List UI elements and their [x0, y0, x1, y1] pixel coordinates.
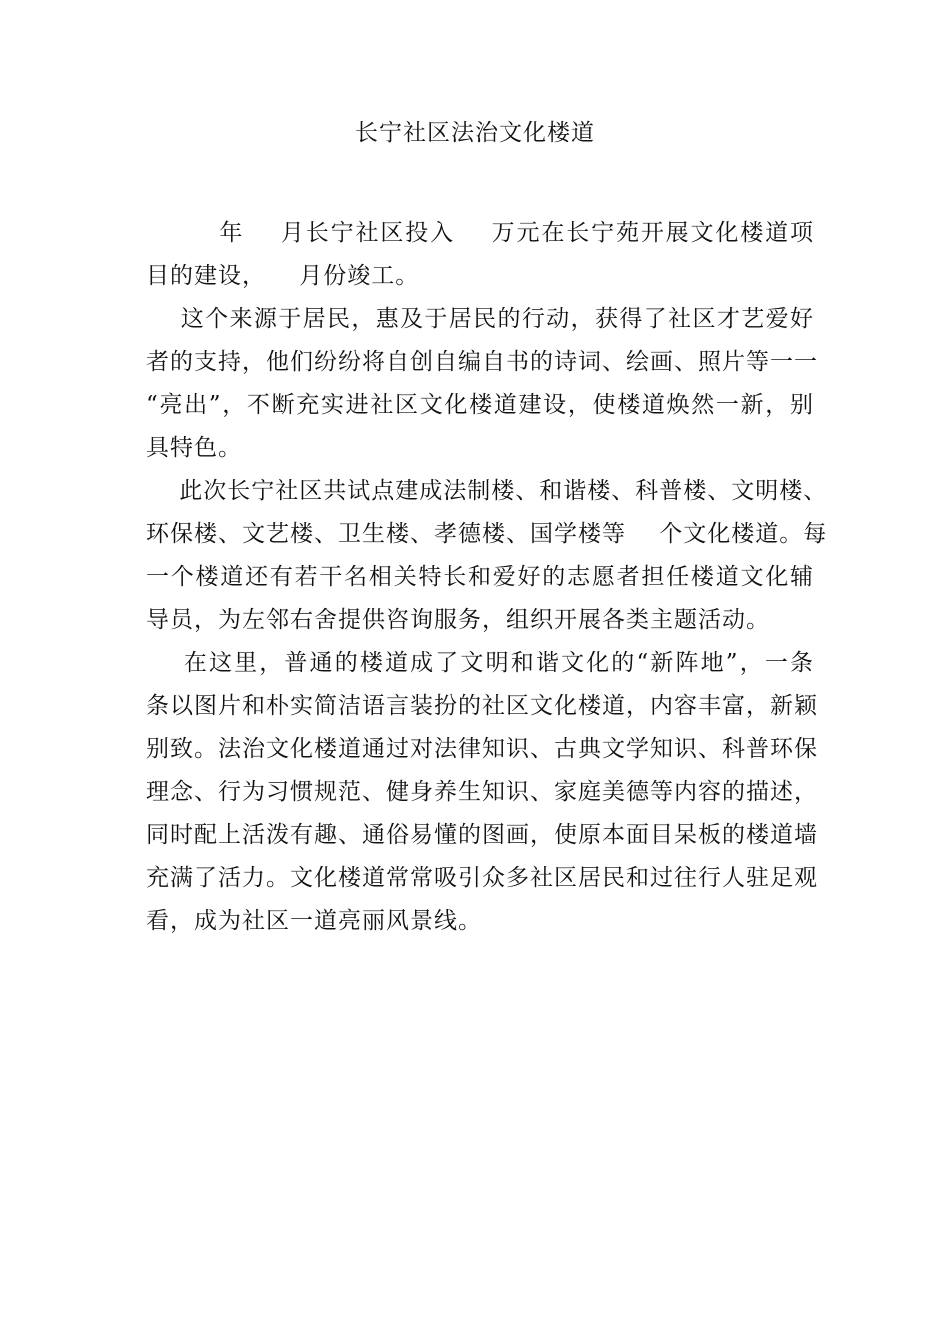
body-line: 者的支持，他们纷纷将自创自编自书的诗词、绘画、照片等一一	[146, 349, 818, 375]
body-line: 目的建设， 月份竣工。	[146, 263, 420, 289]
body-line: 理念、行为习惯规范、健身养生知识、家庭美德等内容的描述，	[146, 779, 818, 805]
body-line: 充满了活力。文化楼道常常吸引众多社区居民和过往行人驻足观	[146, 865, 818, 891]
document-body	[146, 212, 828, 943]
body-line: 别致。法治文化楼道通过对法律知识、古典文学知识、科普环保	[146, 736, 818, 762]
body-line: 具特色。	[146, 435, 242, 461]
body-line: 环保楼、文艺楼、卫生楼、孝德楼、国学楼等 个文化楼道。每	[146, 521, 828, 547]
body-line: 看，成为社区一道亮丽风景线。	[146, 908, 482, 934]
body-line: 一个楼道还有若干名相关特长和爱好的志愿者担任楼道文化辅	[146, 564, 814, 590]
body-line: 年 月长宁社区投入 万元在长宁苑开展文化楼道项	[146, 220, 814, 246]
body-line: 条以图片和朴实简洁语言装扮的社区文化楼道，内容丰富，新颖	[146, 693, 818, 719]
body-line: 此次长宁社区共试点建成法制楼、和谐楼、科普楼、文明楼、	[146, 478, 828, 504]
body-line: 导员，为左邻右舍提供咨询服务，组织开展各类主题活动。	[146, 607, 770, 633]
document-title: 长宁社区法治文化楼道	[355, 120, 595, 146]
body-line: 同时配上活泼有趣、通俗易懂的图画，使原本面目呆板的楼道墙	[146, 822, 818, 848]
body-line: “亮出”，不断充实进社区文化楼道建设，使楼道焕然一新，别	[146, 392, 814, 418]
body-line: 这个来源于居民，惠及于居民的行动，获得了社区才艺爱好	[146, 306, 814, 332]
body-line: 在这里，普通的楼道成了文明和谐文化的“新阵地”，一条	[146, 650, 814, 676]
